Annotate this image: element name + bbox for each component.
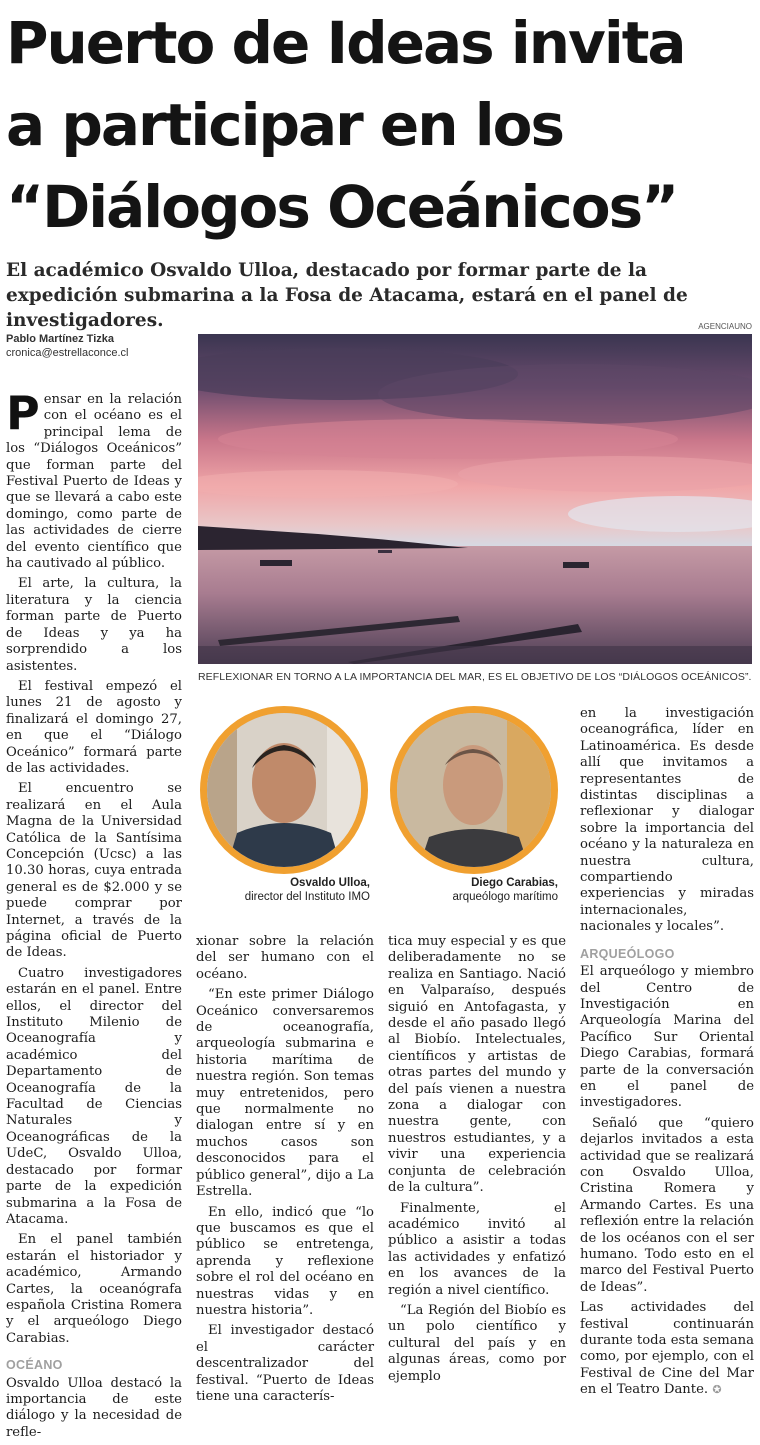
portrait-role-carabias: arqueólogo marítimo xyxy=(452,891,558,903)
paragraph: Señaló que “quiero dejarlos invitados a esta actividad que se realizará con Osvaldo Ulloa, Cristina Romera y Armando Cartes. Es una reflexión entre la relación de los océanos con el ser humano. Todo esto en el marco del Festival Puerto de Ideas”. xyxy=(580,1115,754,1295)
paragraph: El encuentro se realizará en el Aula Magna de la Universidad Católica de la Santísima Concepción (Ucsc) a las 10.30 horas, cuya entrada general es de $2.000 y se puede comprar por Internet, a través de la página oficial de Puerto de Ideas. xyxy=(6,781,182,961)
portrait-diego-carabias xyxy=(390,706,558,874)
end-mark-icon: ✪ xyxy=(712,1383,722,1397)
photo-caption: REFLEXIONAR EN TORNO A LA IMPORTANCIA DEL MAR, ES EL OBJETIVO DE LOS “DIÁLOGOS OCEÁNICOS”. xyxy=(198,671,752,683)
byline xyxy=(6,332,186,360)
paragraph: El arqueólogo y miembro del Centro de Investigación en Arqueología Marina del Pacífico Sur Oriental Diego Carabias, formará parte de la conversación en el panel de investigadores. xyxy=(580,964,754,1111)
paragraph: El investigador destacó el carácter descentralizador del festival. “Puerto de Ideas tiene una caracterís- xyxy=(196,1323,374,1404)
portrait-role-ulloa: director del Instituto IMO xyxy=(244,891,370,903)
paragraph: El arte, la cultura, la literatura y la ciencia forman parte de Puerto de Ideas y ya ha sorprendido a los asistentes. xyxy=(6,576,182,674)
paragraph: “La Región del Biobío es un polo científico y cultural del país y en algunas áreas, como por ejemplo xyxy=(388,1302,566,1384)
article-column-3 xyxy=(388,934,566,1389)
paragraph: Cuatro investigadores estarán en el panel. Entre ellos, el director del Instituto Milenio de Oceanografía y académico del Departamento de Oceanografía de la Facultad de Ciencias Naturales y Oceanográficas de la UdeC, Osvaldo Ulloa, destacado por formar parte de la expedición submarina a la Fosa de Atacama. xyxy=(6,965,182,1227)
paragraph: en la investigación oceanográfica, líder en Latinoamérica. Es desde allí que invitamos a representantes de distintas disciplinas a reflexionar y dialogar sobre la importancia del océano y la naturaleza en nuestra cultura, compartiendo experiencias y miradas internacionales, nacionales y locales”. xyxy=(580,706,754,935)
paragraph: Osvaldo Ulloa destacó la importancia de este diálogo y la necesidad de refle- xyxy=(6,1375,182,1440)
person-illustration xyxy=(397,713,551,867)
subhead-oceano: OCÉANO xyxy=(6,1358,63,1373)
paragraph: xionar sobre la relación del ser humano con el océano. xyxy=(196,934,374,982)
paragraph-text: ensar en la relación con el océano es el principal lema de los “Diálogos Oceánicos” que forman parte del Festival Puerto de Ideas y que se llevará a cabo este domingo, como parte de las actividades de cierre del evento científico que ha cautivado al público. xyxy=(6,392,182,572)
article-column-2 xyxy=(196,934,374,1409)
author-email: cronica@estrellaconce.cl xyxy=(6,347,129,359)
portrait-caption-ulloa xyxy=(200,876,370,904)
paragraph: En el panel también estarán el historiador y académico, Armando Cartes, la oceanógrafa española Cristina Romera y el arqueólogo Diego Carabias. xyxy=(6,1232,182,1346)
drop-cap: P xyxy=(6,386,40,440)
portrait-name-ulloa: Osvaldo Ulloa, xyxy=(290,877,370,889)
person-illustration xyxy=(207,713,361,867)
photo-credit: AGENCIAUNO xyxy=(698,322,752,331)
headline xyxy=(6,2,756,248)
article-column-1 xyxy=(6,386,182,1445)
article-column-4 xyxy=(580,706,754,1403)
portrait-caption-carabias xyxy=(390,876,558,904)
headline-line-3: “Diálogos Oceánicos” xyxy=(6,173,678,241)
paragraph xyxy=(580,1300,754,1398)
sunset-illustration xyxy=(198,334,752,664)
headline-line-1: Puerto de Ideas invita xyxy=(6,9,685,77)
author-name: Pablo Martínez Tizka xyxy=(6,333,114,345)
paragraph-text: Las actividades del festival continuarán durante toda esta semana como, por ejemplo, con el Festival de Cine del Mar en el Teatro Dante. xyxy=(580,1300,754,1398)
portrait-osvaldo-ulloa xyxy=(200,706,368,874)
paragraph: “En este primer Diálogo Oceánico conversaremos de oceanografía, arqueología submarina e historia marítima de nuestra región. Son temas muy entretenidos, pero que normalmente no dialogan entre sí y en muchos casos son desconocidos para el público general”, dijo a La Estrella. xyxy=(196,987,374,1200)
portrait-name-carabias: Diego Carabias, xyxy=(471,877,558,889)
paragraph: tica muy especial y es que deliberadamente no se realiza en Santiago. Nació en Valparaíso, después siguió en Antofagasta, y desde el año pasado llegó al Biobío. Intelectuales, científicos y artistas de otras partes del mundo y del país vienen a nuestra zona a dialogar con nuestra gente, con nuestros estudiantes, y a vivir una experiencia conjunta de celebración de la cultura”. xyxy=(388,934,566,1196)
paragraph: Finalmente, el académico invitó al público a asistir a todas las actividades y enfatizó en los avances de la región a nivel científico. xyxy=(388,1200,566,1298)
paragraph: El festival empezó el lunes 21 de agosto y finalizará el domingo 27, en que el “Diálogo Oceánico” formará parte de las actividades. xyxy=(6,678,182,776)
subhead-arqueologo: ARQUEÓLOGO xyxy=(580,946,675,961)
headline-line-2: a participar en los xyxy=(6,91,563,159)
paragraph: En ello, indicó que “lo que buscamos es que el público se entretenga, aprenda y reflexione sobre el rol del océano en nuestras vidas y en nuestra historia”. xyxy=(196,1204,374,1318)
sunset-bay-photo xyxy=(198,334,752,664)
subheadline: El académico Osvaldo Ulloa, destacado por formar parte de la expedición submarina a la Fosa de Atacama, estará en el panel de investigadores. xyxy=(6,260,688,331)
paragraph xyxy=(6,386,182,572)
